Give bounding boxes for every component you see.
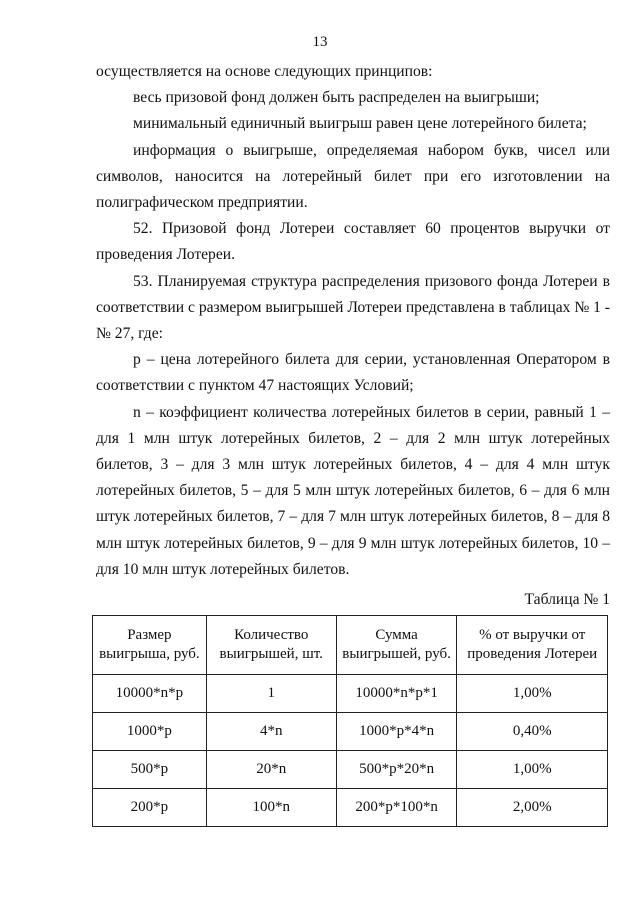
cell-revenue-percent: 1,00% bbox=[457, 675, 608, 713]
table-header-row bbox=[93, 616, 608, 675]
definition-n: n – коэффициент количества лотерейных билетов в серии, равный 1 – для 1 млн штук лотерейных билетов, 2 – для 2 млн штук лотерейных билетов, 3 – для 3 млн штук лотерейных билетов, 4 – для 4 млн штук лотерейных билетов, 5 – для 5 млн штук лотерейных билетов, 6 – для 6 млн штук лотерейных билетов, 7 – для 7 млн штук лотерейных билетов, 8 – для 8 млн штук лотерейных билетов, 9 – для 9 млн штук лотерейных билетов, 10 – для 10 млн штук лотерейных билетов. bbox=[96, 403, 610, 578]
paragraph-53: 53. Планируемая структура распределения призового фонда Лотереи в соответствии с размером выигрышей Лотереи представлена в таблицах № 1 - № 27, где: bbox=[96, 272, 610, 343]
paragraph-1: осуществляется на основе следующих принципов: bbox=[96, 63, 433, 80]
cell-prize-count: 4*n bbox=[206, 713, 336, 751]
cell-prize-sum: 1000*p*4*n bbox=[336, 713, 457, 751]
cell-prize-size: 500*p bbox=[93, 751, 207, 789]
body-text bbox=[96, 59, 610, 583]
header-prize-size: Размер выигрыша, руб. bbox=[93, 616, 207, 675]
cell-revenue-percent: 0,40% bbox=[457, 713, 608, 751]
header-prize-count: Количество выигрышей, шт. bbox=[206, 616, 336, 675]
table-row bbox=[93, 751, 608, 789]
definition-p: p – цена лотерейного билета для серии, установленная Оператором в соответствии с пунктом 47 настоящих Условий; bbox=[96, 351, 610, 395]
paragraph-4: информация о выигрыше, определяемая набором букв, чисел или символов, наносится на лотерейный билет при его изготовлении на полиграфическом предприятии. bbox=[96, 141, 610, 212]
cell-revenue-percent: 1,00% bbox=[457, 751, 608, 789]
cell-prize-size: 1000*p bbox=[93, 713, 207, 751]
table-row bbox=[93, 789, 608, 827]
cell-prize-size: 10000*n*p bbox=[93, 675, 207, 713]
paragraph-2: весь призовой фонд должен быть распределен на выигрыши; bbox=[133, 89, 540, 107]
cell-revenue-percent: 2,00% bbox=[457, 789, 608, 827]
cell-prize-sum: 200*p*100*n bbox=[336, 789, 457, 827]
cell-prize-sum: 500*p*20*n bbox=[336, 751, 457, 789]
table-row bbox=[93, 713, 608, 751]
cell-prize-size: 200*p bbox=[93, 789, 207, 827]
header-revenue-percent: % от выручки от проведения Лотереи bbox=[457, 616, 608, 675]
cell-prize-count: 100*n bbox=[206, 789, 336, 827]
table-caption: Таблица № 1 bbox=[524, 591, 610, 608]
cell-prize-count: 1 bbox=[206, 675, 336, 713]
paragraph-3: минимальный единичный выигрыш равен цене лотерейного билета; bbox=[133, 115, 587, 133]
cell-prize-sum: 10000*n*p*1 bbox=[336, 675, 457, 713]
header-prize-sum: Сумма выигрышей, руб. bbox=[336, 616, 457, 675]
cell-prize-count: 20*n bbox=[206, 751, 336, 789]
paragraph-52: 52. Призовой фонд Лотереи составляет 60 процентов выручки от проведения Лотереи. bbox=[96, 220, 610, 264]
page-number: 13 bbox=[312, 34, 328, 50]
table-row bbox=[93, 675, 608, 713]
prize-table bbox=[92, 615, 608, 827]
